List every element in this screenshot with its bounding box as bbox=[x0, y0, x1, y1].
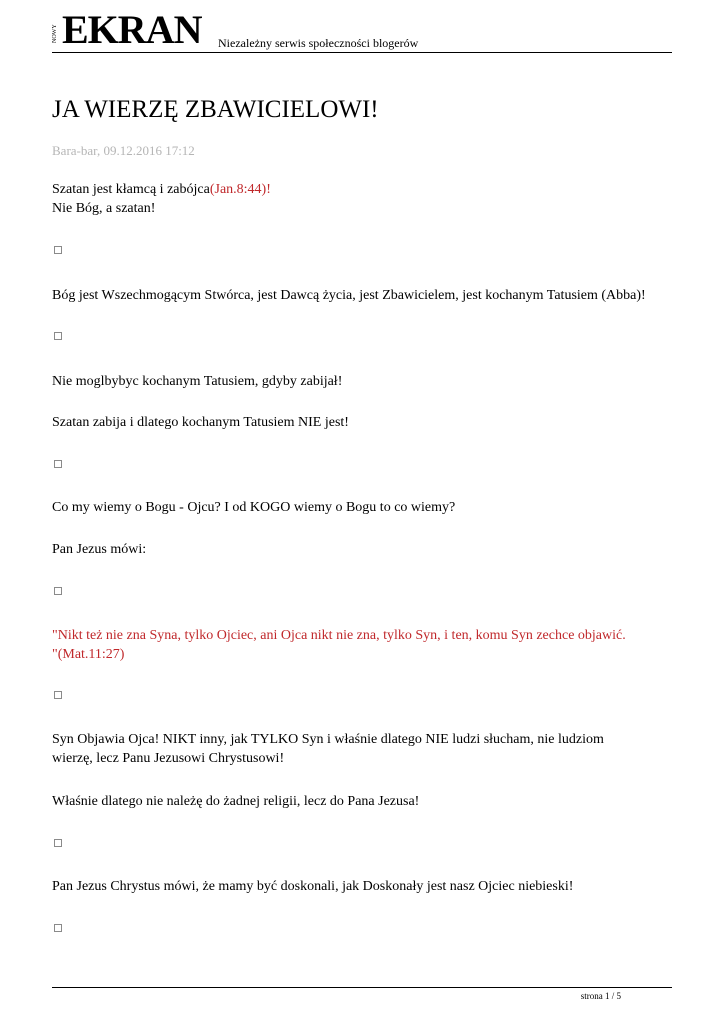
image-placeholder-icon bbox=[54, 924, 62, 932]
paragraph-1 bbox=[52, 180, 682, 199]
article-meta: Bara-bar, 09.12.2016 17:12 bbox=[52, 143, 195, 158]
image-placeholder-icon bbox=[54, 691, 62, 699]
logo-text: EKRAN bbox=[62, 7, 202, 52]
site-header bbox=[52, 7, 672, 53]
quote-line-2: "(Mat.11:27) bbox=[52, 647, 125, 662]
image-placeholder-icon bbox=[54, 587, 62, 595]
paragraph-11: Pan Jezus Chrystus mówi, że mamy być doskonali, jak Doskonały jest nasz Ojciec niebieski! bbox=[52, 879, 574, 894]
article-title: JA WIERZĘ ZBAWICIELOWI! bbox=[52, 96, 379, 123]
paragraph-4: Nie moglbybyc kochanym Tatusiem, gdyby zabijał! bbox=[52, 374, 343, 389]
footer-divider bbox=[52, 987, 672, 988]
paragraph-5: Szatan zabija i dlatego kochanym Tatusiem NIE jest! bbox=[52, 415, 349, 430]
paragraph-3: Bóg jest Wszechmogącym Stwórca, jest Dawcą życia, jest Zbawicielem, jest kochanym Tatusiem (Abba)! bbox=[52, 288, 646, 303]
image-placeholder-icon bbox=[54, 332, 62, 340]
paragraph-1-text: Szatan jest kłamcą i zabójca bbox=[52, 182, 210, 197]
image-placeholder-icon bbox=[54, 460, 62, 468]
paragraph-9-line-2: wierzę, lecz Panu Jezusowi Chrystusowi! bbox=[52, 751, 285, 766]
paragraph-7: Pan Jezus mówi: bbox=[52, 542, 147, 557]
bible-reference: (Jan.8:44)! bbox=[209, 182, 271, 197]
logo-small-text: NOWY bbox=[52, 24, 58, 44]
page-number: strona 1 / 5 bbox=[580, 991, 621, 1001]
paragraph-10: Właśnie dlatego nie należę do żadnej religii, lecz do Pana Jezusa! bbox=[52, 794, 420, 809]
site-tagline: Niezależny serwis społeczności blogerów bbox=[218, 36, 419, 50]
image-placeholder-icon bbox=[54, 839, 62, 847]
quote-line-1: "Nikt też nie zna Syna, tylko Ojciec, ani Ojca nikt nie zna, tylko Syn, i ten, komu Syn zechce objawić. bbox=[52, 628, 626, 643]
image-placeholder-icon bbox=[54, 246, 62, 254]
paragraph-2: Nie Bóg, a szatan! bbox=[52, 201, 156, 216]
paragraph-9-line-1: Syn Objawia Ojca! NIKT inny, jak TYLKO Syn i właśnie dlatego NIE ludzi słucham, nie ludziom bbox=[52, 732, 604, 747]
paragraph-6: Co my wiemy o Bogu - Ojcu? I od KOGO wiemy o Bogu to co wiemy? bbox=[52, 500, 456, 515]
